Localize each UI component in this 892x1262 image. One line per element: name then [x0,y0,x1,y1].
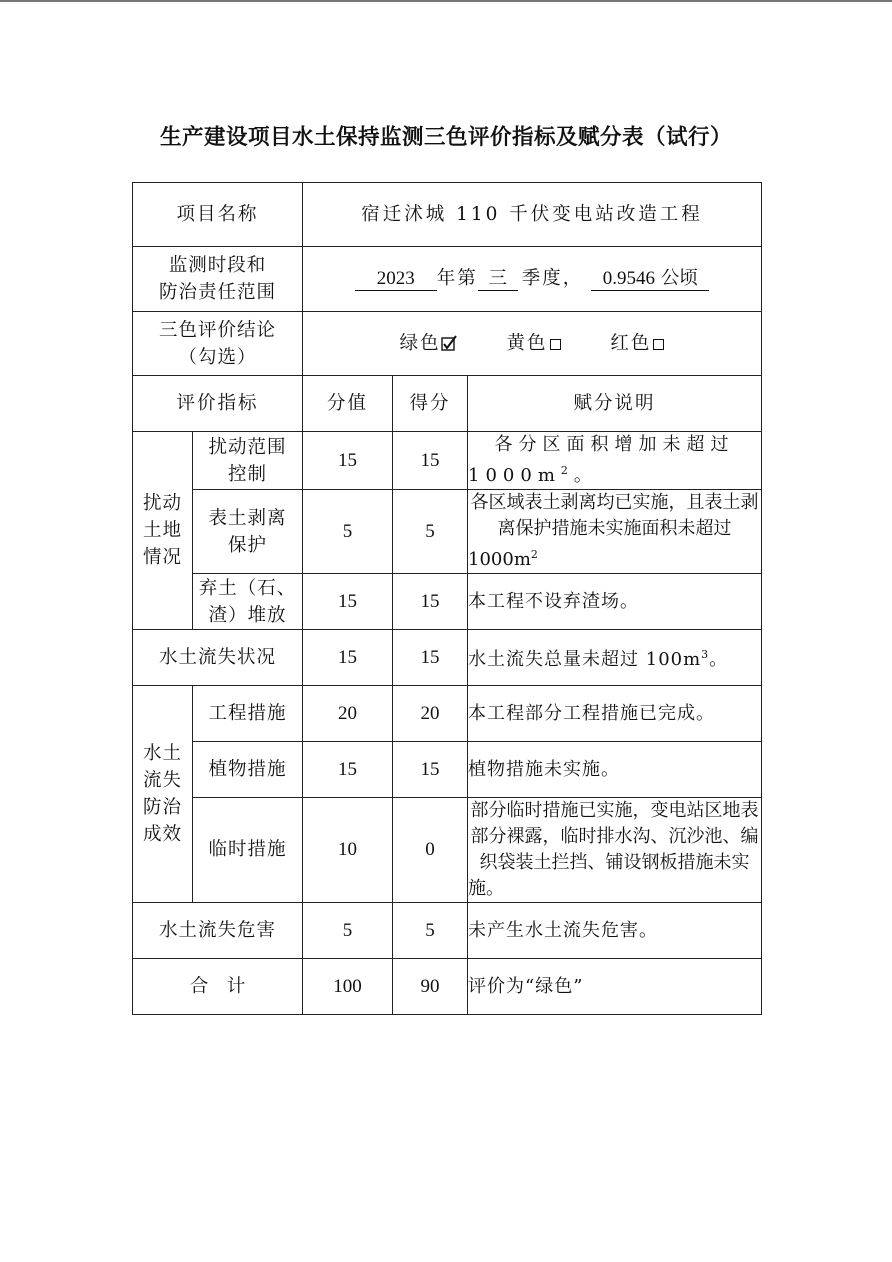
group-prevention-line2: 流失 [142,770,182,791]
period-label-line2: 防治责任范围 [159,282,277,303]
explanation-sup: 2 [560,464,574,477]
conclusion-label-line2: （勾选） [178,346,257,368]
table-row [133,432,762,490]
explanation-end: 。 [709,649,729,670]
table-row [133,490,762,574]
explanation-end: 。 [573,465,598,486]
explanation [468,903,762,959]
indicator-name-line2: 渣）堆放 [208,604,287,626]
option-green-label: 绿色 [399,332,441,354]
indicator-name [193,490,303,574]
group-prevention-line3: 防治 [142,797,182,818]
group-prevention-line4: 成效 [142,824,182,845]
header-score-value: 分值 [303,376,393,432]
header-score-got: 得分 [393,376,468,432]
unchecked-box-icon [550,339,561,350]
explanation [468,630,762,686]
group-disturbance-line3: 情况 [142,547,182,568]
group-disturbance-line2: 土地 [142,520,182,541]
explanation-text: 各分区面积增加未超过1000m [468,434,735,486]
table-row [133,630,762,686]
table-row [133,742,762,798]
score-value: 15 [303,432,393,490]
indicator-name: 工程措施 [193,686,303,742]
indicator-name-line1: 表土剥离 [208,507,287,529]
total-score: 90 [393,959,468,1015]
document-title: 生产建设项目水土保持监测三色评价指标及赋分表（试行） [159,125,732,150]
period-label-line1: 监测时段和 [168,255,267,276]
period-year: 2023 [355,268,437,291]
project-name-label: 项目名称 [133,183,303,247]
project-name-value: 宿迁沭城 110 千伏变电站改造工程 [303,183,762,247]
score-got: 15 [393,432,468,490]
table-row [133,574,762,630]
explanation-text: 植物措施未实施。 [468,758,621,780]
project-name-row [133,183,762,247]
option-yellow-label: 黄色 [506,332,548,354]
group-disturbance-line1: 扰动 [142,493,182,514]
indicator-name-line1: 弃土（石、 [198,577,297,599]
score-value: 15 [303,742,393,798]
indicator-name: 临时措施 [193,798,303,903]
table-row [133,903,762,959]
score-value: 5 [303,903,393,959]
score-value: 15 [303,630,393,686]
period-area-unit: 公顷 [660,268,698,289]
total-value: 100 [303,959,393,1015]
explanation [468,574,762,630]
explanation-text: 部分临时措施已实施，变电站区地表部分裸露，临时排水沟、沉沙池、编织袋装土拦挡、铺设钢板措施未实施。 [468,800,759,899]
period-quarter: 三 [478,268,518,291]
period-quarter-suffix: 季度， [521,268,584,289]
score-got: 20 [393,686,468,742]
group-disturbance [133,432,193,630]
period-year-suffix: 年第 [436,268,478,289]
explanation [468,742,762,798]
score-value: 5 [303,490,393,574]
option-green[interactable] [400,331,457,357]
option-red-label: 红色 [610,332,652,354]
explanation-text: 本工程不设弃渣场。 [468,590,640,612]
page-top-border [0,0,892,2]
score-value: 20 [303,686,393,742]
score-value: 15 [303,574,393,630]
table-row [133,798,762,903]
indicator-name [193,574,303,630]
group-prevention [133,686,193,903]
indicator-name: 水土流失危害 [133,903,303,959]
period-area: 0.9546 [602,268,655,289]
header-row [133,376,762,432]
unchecked-box-icon [653,339,664,350]
explanation-sup: 2 [530,548,538,561]
period-label [133,247,303,312]
indicator-name-line2: 控制 [228,463,268,485]
option-yellow[interactable] [507,331,561,357]
score-value: 10 [303,798,393,903]
score-got: 15 [393,574,468,630]
score-got: 15 [393,630,468,686]
explanation [468,432,762,490]
explanation [468,798,762,903]
indicator-name [193,432,303,490]
explanation-sup: 3 [701,648,710,661]
group-prevention-line1: 水土 [142,743,182,764]
conclusion-options [303,312,762,376]
indicator-name-line1: 扰动范围 [208,436,287,458]
table-row [133,686,762,742]
conclusion-label [133,312,303,376]
explanation-text: 未产生水土流失危害。 [468,919,659,941]
evaluation-table [132,182,762,1015]
explanation-text: 本工程部分工程措施已完成。 [468,702,716,724]
total-row [133,959,762,1015]
conclusion-row [133,312,762,376]
period-area-group [591,268,709,291]
explanation [468,490,762,574]
checked-box-icon [441,335,457,351]
conclusion-label-line1: 三色评价结论 [159,319,277,341]
total-label: 合 计 [133,959,303,1015]
score-got: 15 [393,742,468,798]
period-row [133,247,762,312]
explanation-text: 水土流失总量未超过 100m [468,649,702,670]
indicator-name-line2: 保护 [228,534,268,556]
score-got: 0 [393,798,468,903]
option-red[interactable] [610,331,664,357]
score-got: 5 [393,903,468,959]
period-value [303,247,762,312]
explanation [468,686,762,742]
header-explanation: 赋分说明 [468,376,762,432]
explanation-text: 各区域表土剥离均已实施，且表土剥离保护措施未实施面积未超过 1000m [468,492,759,570]
indicator-name: 水土流失状况 [133,630,303,686]
total-explanation: 评价为“绿色” [468,959,762,1015]
indicator-name: 植物措施 [193,742,303,798]
header-indicator: 评价指标 [133,376,303,432]
score-got: 5 [393,490,468,574]
